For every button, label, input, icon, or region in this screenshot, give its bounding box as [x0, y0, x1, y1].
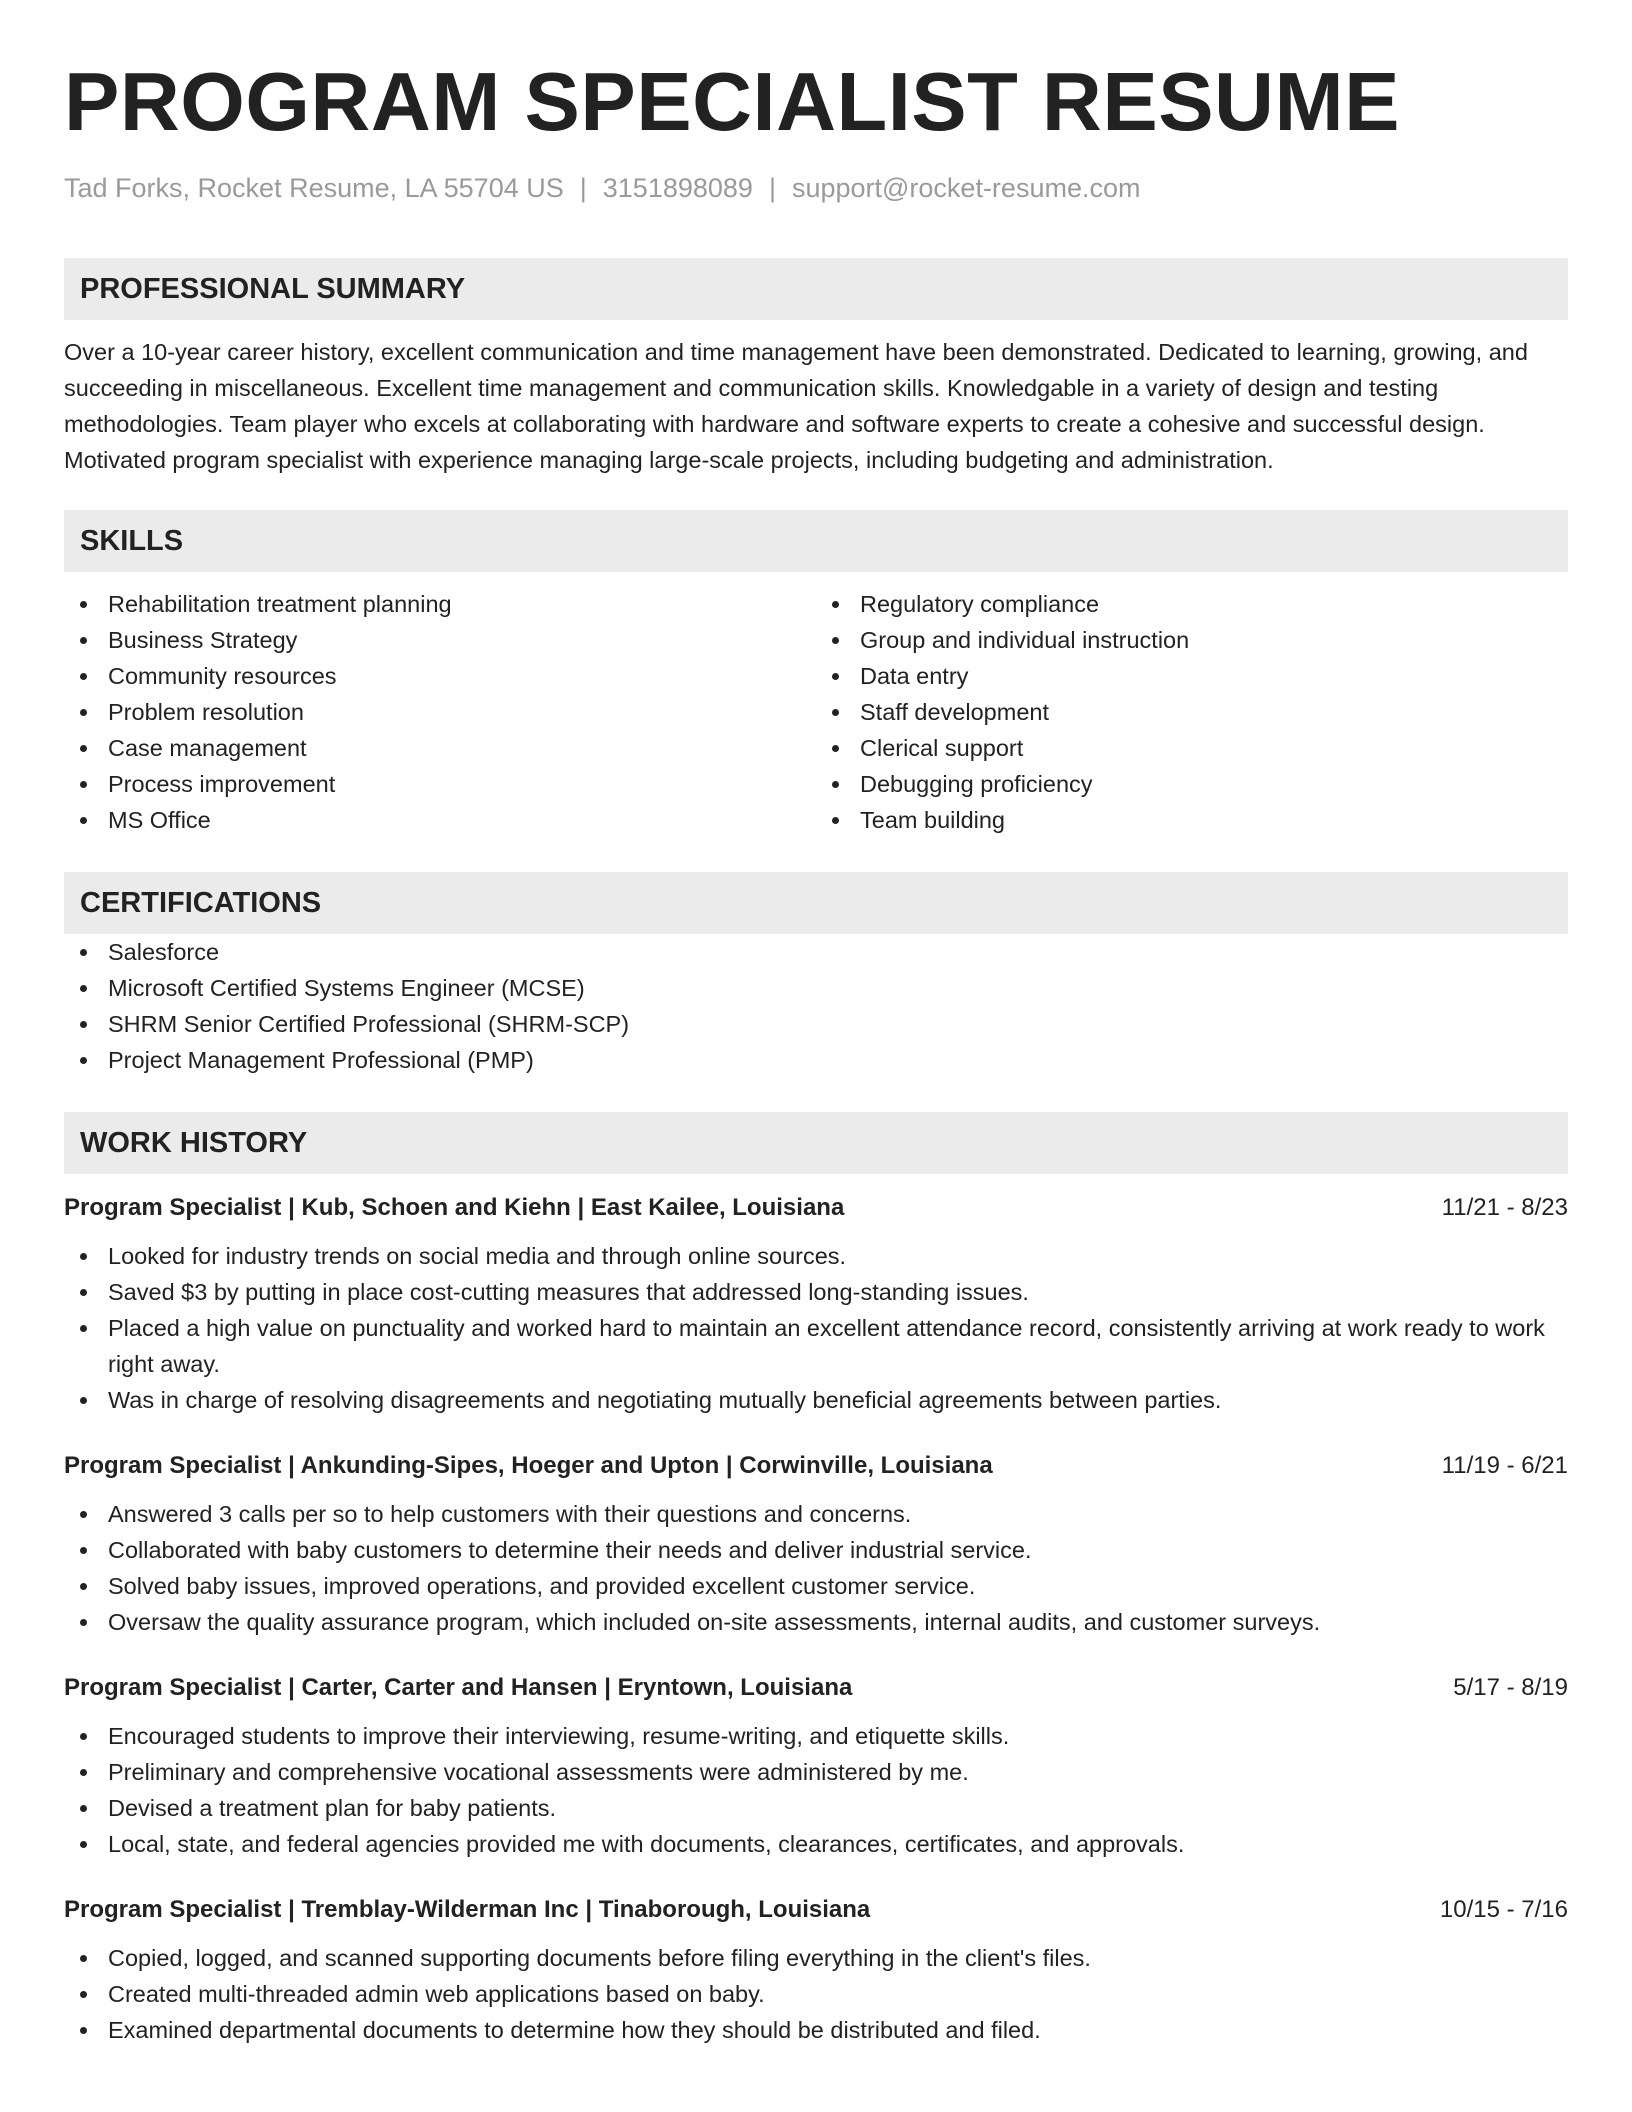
job-bullets [64, 1718, 1568, 1862]
skill-item: Group and individual instruction [816, 622, 1568, 658]
skill-item: Data entry [816, 658, 1568, 694]
job-entry [64, 1446, 1568, 1640]
certification-item: Salesforce [64, 934, 1568, 970]
job-title: Program Specialist | Carter, Carter and Hansen | Eryntown, Louisiana [64, 1674, 853, 1701]
contact-phone: 3151898089 [602, 173, 753, 203]
job-entry [64, 1890, 1568, 2048]
skills-heading: SKILLS [64, 510, 1568, 572]
job-bullets [64, 1238, 1568, 1418]
job-dates: 11/19 - 6/21 [1441, 1452, 1568, 1479]
job-bullet: Created multi-threaded admin web applications based on baby. [64, 1976, 1568, 2012]
job-bullet: Local, state, and federal agencies provided me with documents, clearances, certificates, and approvals. [64, 1826, 1568, 1862]
job-bullet: Collaborated with baby customers to determine their needs and deliver industrial service. [64, 1532, 1568, 1568]
job-title: Program Specialist | Tremblay-Wilderman Inc | Tinaborough, Louisiana [64, 1896, 871, 1923]
work-history-heading: WORK HISTORY [64, 1112, 1568, 1174]
skills-column-left [64, 586, 816, 838]
job-bullet: Solved baby issues, improved operations, and provided excellent customer service. [64, 1568, 1568, 1604]
certification-item: SHRM Senior Certified Professional (SHRM-SCP) [64, 1006, 1568, 1042]
skill-item: Staff development [816, 694, 1568, 730]
job-entry [64, 1668, 1568, 1862]
job-bullet: Encouraged students to improve their interviewing, resume-writing, and etiquette skills. [64, 1718, 1568, 1754]
job-bullet: Oversaw the quality assurance program, which included on-site assessments, internal audits, and customer surveys. [64, 1604, 1568, 1640]
certification-item: Project Management Professional (PMP) [64, 1042, 1568, 1078]
skill-item: Debugging proficiency [816, 766, 1568, 802]
skill-item: Business Strategy [64, 622, 816, 658]
job-title: Program Specialist | Kub, Schoen and Kiehn | East Kailee, Louisiana [64, 1194, 845, 1221]
job-bullet: Placed a high value on punctuality and worked hard to maintain an excellent attendance record, consistently arriving at work ready to work right away. [64, 1310, 1568, 1382]
job-bullet: Copied, logged, and scanned supporting documents before filing everything in the client's files. [64, 1940, 1568, 1976]
job-bullet: Examined departmental documents to determine how they should be distributed and filed. [64, 2012, 1568, 2048]
skill-item: Problem resolution [64, 694, 816, 730]
skills-column-right [816, 586, 1568, 838]
job-header [64, 1446, 1568, 1486]
contact-address: Tad Forks, Rocket Resume, LA 55704 US [64, 173, 564, 203]
job-bullet: Saved $3 by putting in place cost-cutting measures that addressed long-standing issues. [64, 1274, 1568, 1310]
job-bullet: Answered 3 calls per so to help customers with their questions and concerns. [64, 1496, 1568, 1532]
job-bullet: Preliminary and comprehensive vocational assessments were administered by me. [64, 1754, 1568, 1790]
skill-item: Community resources [64, 658, 816, 694]
contact-separator: | [768, 173, 776, 203]
job-entry [64, 1188, 1568, 1418]
certification-item: Microsoft Certified Systems Engineer (MCSE) [64, 970, 1568, 1006]
job-dates: 5/17 - 8/19 [1453, 1674, 1568, 1701]
contact-line [64, 170, 1568, 206]
summary-text: Over a 10-year career history, excellent communication and time management have been demonstrated. Dedicated to learning, growing, and succeeding in miscellaneous. Excellent time management and communication skills. Knowledgable in a variety of design and testing methodologies. Team player who excels at collaborating with hardware and software experts to create a cohesive and successful design. Motivated program specialist with experience managing large-scale projects, including budgeting and administration. [64, 339, 1528, 473]
certifications-heading: CERTIFICATIONS [64, 872, 1568, 934]
summary-heading: PROFESSIONAL SUMMARY [64, 258, 1568, 320]
skill-item: MS Office [64, 802, 816, 838]
skill-item: Case management [64, 730, 816, 766]
skill-item: Team building [816, 802, 1568, 838]
job-dates: 10/15 - 7/16 [1439, 1896, 1568, 1923]
job-bullets [64, 1496, 1568, 1640]
contact-email: support@rocket-resume.com [791, 173, 1141, 203]
job-bullets [64, 1940, 1568, 2048]
certifications-list [64, 934, 1568, 1078]
job-header [64, 1188, 1568, 1228]
job-header [64, 1668, 1568, 1708]
resume-title: PROGRAM SPECIALIST RESUME [64, 55, 1401, 148]
skill-item: Process improvement [64, 766, 816, 802]
contact-separator: | [579, 173, 587, 203]
job-dates: 11/21 - 8/23 [1441, 1194, 1568, 1221]
skill-item: Regulatory compliance [816, 586, 1568, 622]
job-bullet: Was in charge of resolving disagreements and negotiating mutually beneficial agreements between parties. [64, 1382, 1568, 1418]
job-bullet: Looked for industry trends on social media and through online sources. [64, 1238, 1568, 1274]
job-title: Program Specialist | Ankunding-Sipes, Hoeger and Upton | Corwinville, Louisiana [64, 1452, 993, 1479]
job-header [64, 1890, 1568, 1930]
skill-item: Rehabilitation treatment planning [64, 586, 816, 622]
skills-list [64, 586, 1568, 838]
job-bullet: Devised a treatment plan for baby patients. [64, 1790, 1568, 1826]
skill-item: Clerical support [816, 730, 1568, 766]
